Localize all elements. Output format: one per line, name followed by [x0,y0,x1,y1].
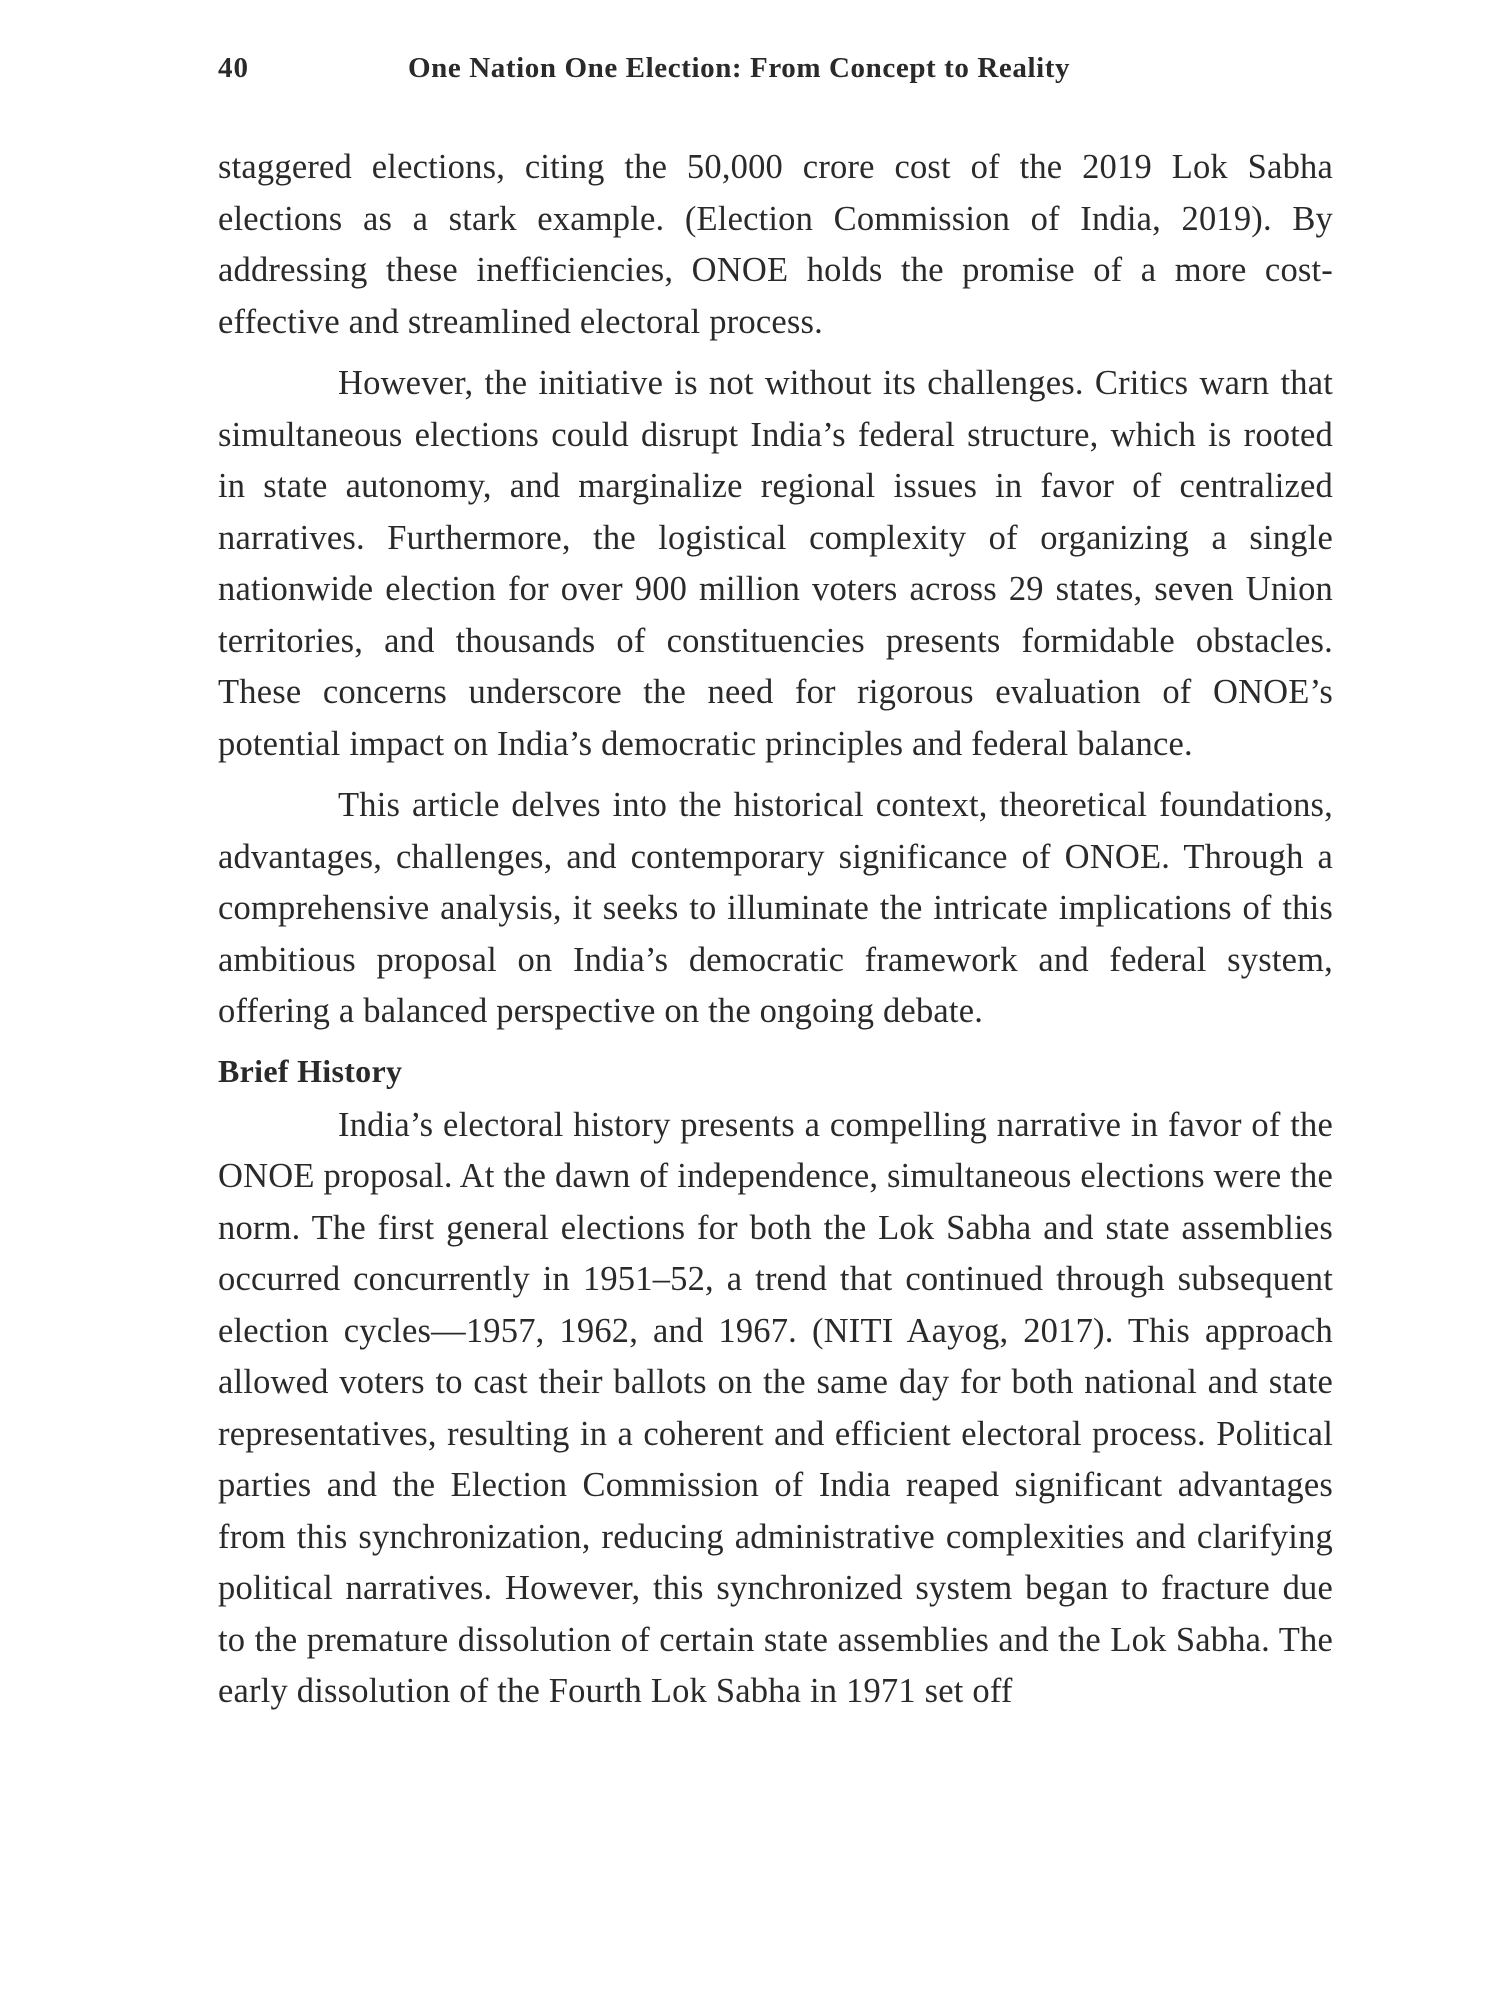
running-header [218,52,1333,102]
section-heading: Brief History [218,1052,403,1089]
paragraph-article-scope: This article delves into the historical context, theoretical foundations, advantages, challenges, and contemporary significance of ONOE. Through a comprehensive analysis, it seeks to illuminate the intricate implications of this ambitious proposal on India’s democratic framework and federal system, offering a balanced perspective on the ongoing debate. [218,786,1333,1030]
paragraph-continuation: staggered elections, citing the 50,000 crore cost of the 2019 Lok Sabha elections as a stark example. (Election Commission of India, 2019). By addressing these inefficiencies, ONOE holds the promise of a more cost-effective and streamlined electoral process. [218,148,1333,341]
paragraph-challenges: However, the initiative is not without its challenges. Critics warn that simultaneous elections could disrupt India’s federal structure, which is rooted in state autonomy, and marginalize regional issues in favor of centralized narratives. Furthermore, the logistical complexity of organizing a single nationwide election for over 900 million voters across 29 states, seven Union territories, and thousands of constituencies presents formidable obstacles. These concerns underscore the need for rigorous evaluation of ONOE’s potential impact on India’s democratic principles and federal balance. [218,364,1333,763]
paragraph-brief-history: India’s electoral history presents a compelling narrative in favor of the ONOE proposal. At the dawn of independence, simultaneous elections were the norm. The first general elections for both the Lok Sabha and state assemblies occurred concurrently in 1951–52, a trend that continued through subsequent election cycles—1957, 1962, and 1967. (NITI Aayog, 2017). This approach allowed voters to cast their ballots on the same day for both national and state representatives, resulting in a coherent and efficient electoral process. Political parties and the Election Commission of India reaped significant advantages from this synchronization, reducing administrative complexities and clarifying political narratives. However, this synchronized system began to fracture due to the premature dissolution of certain state assemblies and the Lok Sabha. The early dissolution of the Fourth Lok Sabha in 1971 set off [218,1105,1333,1710]
page-number: 40 [218,52,249,84]
book-title: One Nation One Election: From Concept to Reality [408,52,1071,84]
body-text [218,142,1333,1728]
